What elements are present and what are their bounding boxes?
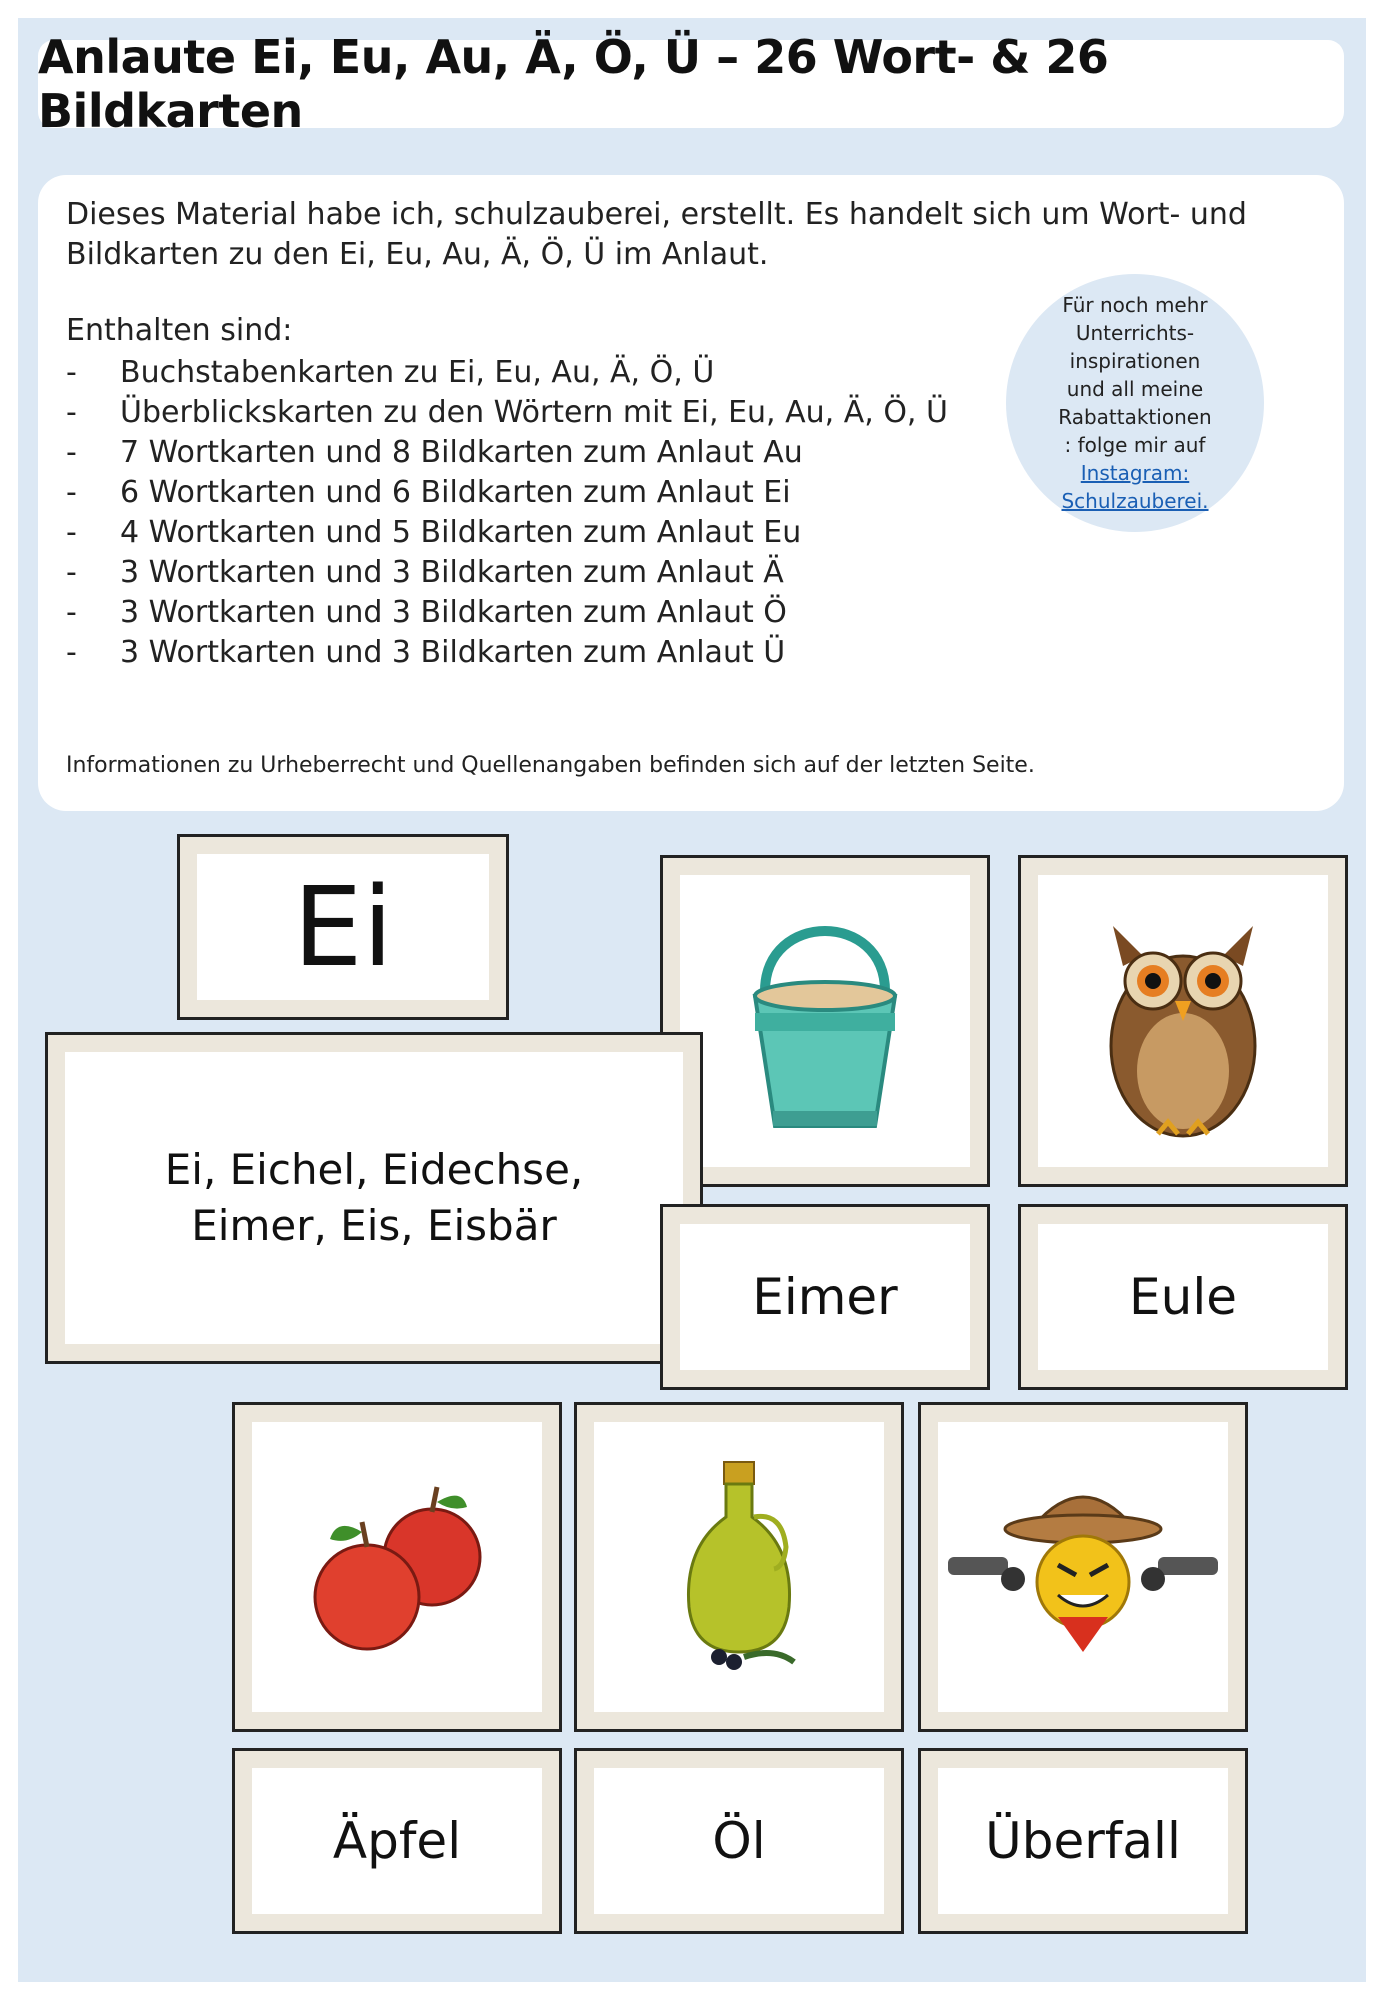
- word-card-eule: [1018, 1204, 1348, 1390]
- letter-card-ei: [177, 834, 509, 1020]
- picture-card-bucket: [660, 855, 990, 1187]
- intro-text: Dieses Material habe ich, schulzauberei, erstellt. Es handelt sich um Wort- und Bildkarten zu den Ei, Eu, Au, Ä, Ö, Ü im Anlaut.: [66, 197, 1247, 272]
- owl-icon: [1083, 896, 1283, 1146]
- word-card-eimer: [660, 1204, 990, 1390]
- word-card-text: Öl: [712, 1812, 766, 1870]
- title-banner: [38, 30, 1344, 138]
- list-item: - Überblickskarten zu den Wörtern mit Ei, Eu, Au, Ä, Ö, Ü: [66, 395, 948, 430]
- list-item: - 3 Wortkarten und 3 Bildkarten zum Anlaut Ä: [66, 555, 784, 590]
- word-card-text: Überfall: [985, 1812, 1181, 1870]
- page-title: Anlaute Ei, Eu, Au, Ä, Ö, Ü – 26 Wort- & 26 Bildkarten: [38, 30, 1109, 138]
- word-card-text: Eimer: [752, 1268, 898, 1326]
- copyright-note: Informationen zu Urheberrecht und Quellenangaben befinden sich auf der letzten Seite.: [66, 753, 1035, 778]
- overview-card-text: Ei, Eichel, Eidechse, Eimer, Eis, Eisbär: [164, 1145, 584, 1250]
- cowboy-smiley-icon: [938, 1467, 1228, 1667]
- bucket-icon: [725, 901, 925, 1141]
- list-item: - Buchstabenkarten zu Ei, Eu, Au, Ä, Ö, Ü: [66, 355, 715, 390]
- list-item: - 4 Wortkarten und 5 Bildkarten zum Anlaut Eu: [66, 515, 802, 550]
- apples-icon: [292, 1467, 502, 1667]
- instagram-link[interactable]: Instagram:: [1080, 461, 1190, 485]
- list-item: - 7 Wortkarten und 8 Bildkarten zum Anlaut Au: [66, 435, 803, 470]
- picture-card-apples: [232, 1402, 562, 1732]
- overview-card-ei: [45, 1032, 703, 1364]
- word-card-oel: [574, 1748, 904, 1934]
- list-item: - 3 Wortkarten und 3 Bildkarten zum Anlaut Ü: [66, 635, 786, 670]
- word-card-aepfel: [232, 1748, 562, 1934]
- word-card-text: Äpfel: [332, 1812, 462, 1870]
- picture-card-cowboy: [918, 1402, 1248, 1732]
- list-item: - 6 Wortkarten und 6 Bildkarten zum Anlaut Ei: [66, 475, 791, 510]
- instagram-promo-badge: Für noch mehr Unterrichts- inspirationen und all meine Rabattaktionen : folge mir auf Instagram: Schulzauberei.: [1006, 274, 1264, 532]
- word-card-text: Eule: [1129, 1268, 1237, 1326]
- picture-card-oil: [574, 1402, 904, 1732]
- list-item: - 3 Wortkarten und 3 Bildkarten zum Anlaut Ö: [66, 595, 787, 630]
- contents-list: [66, 353, 948, 673]
- word-card-ueberfall: [918, 1748, 1248, 1934]
- oil-bottle-icon: [664, 1457, 814, 1677]
- picture-card-owl: [1018, 855, 1348, 1187]
- instagram-link-handle[interactable]: Schulzauberei.: [1061, 489, 1209, 513]
- list-heading: Enthalten sind:: [66, 313, 293, 348]
- letter-card-text: Ei: [292, 863, 394, 991]
